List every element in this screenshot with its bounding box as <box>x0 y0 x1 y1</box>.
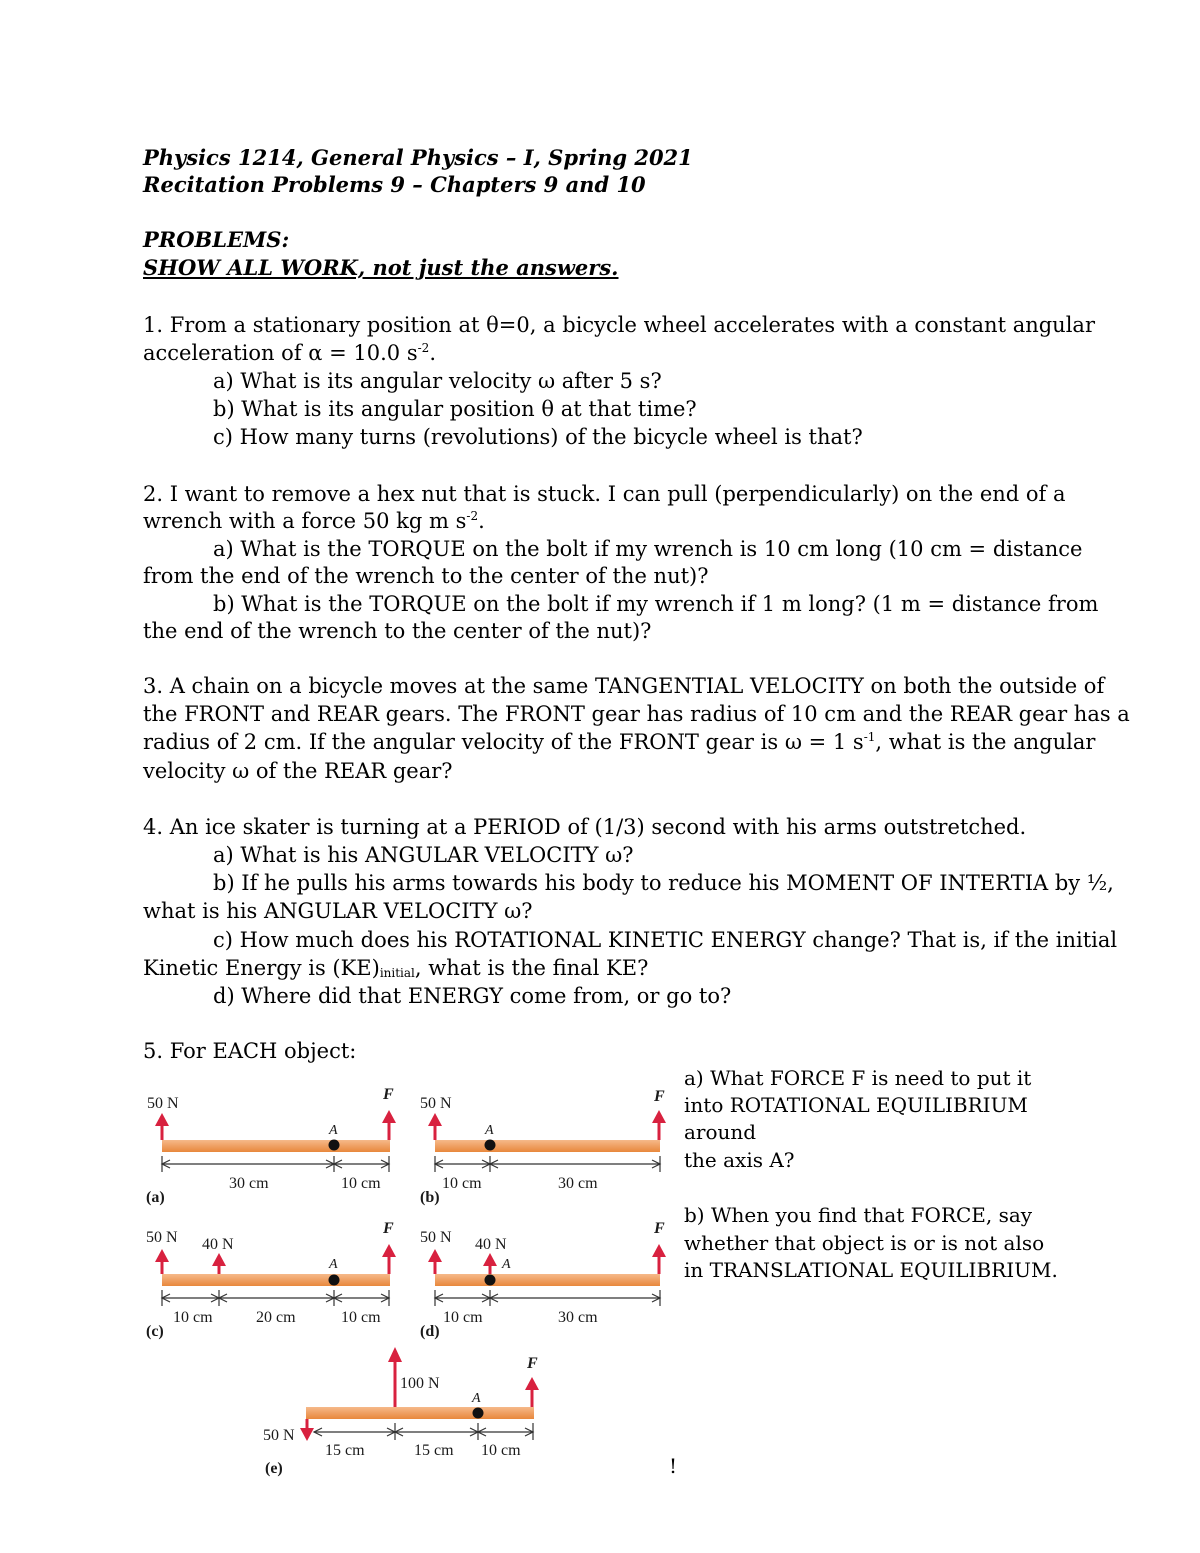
force-arrow-a-right <box>382 1110 396 1140</box>
problem-4b-cont: what is his ANGULAR VELOCITY ω? <box>143 899 533 923</box>
force-arrow-d-right <box>652 1244 666 1274</box>
dim-label-c-3: 10 cm <box>341 1309 381 1326</box>
problem-2b: b) What is the TORQUE on the bolt if my wrench if 1 m long? (1 m = distance from <box>213 592 1099 616</box>
dimension-lines-d <box>435 1290 660 1306</box>
axis-point-d <box>485 1275 496 1286</box>
problem-1c: c) How many turns (revolutions) of the bicycle wheel is that? <box>213 425 863 449</box>
panel-b <box>420 1088 677 1206</box>
axis-label-e: A <box>472 1391 481 1406</box>
problem-3-line-4: velocity ω of the REAR gear? <box>143 759 453 783</box>
dimension-lines-a <box>162 1156 389 1172</box>
panel-e <box>263 1347 550 1477</box>
force-label-d-50n: 50 N <box>420 1229 452 1246</box>
axis-point-c <box>329 1275 340 1286</box>
dim-label-c-2: 20 cm <box>256 1309 296 1326</box>
problem-5a-line-2: into ROTATIONAL EQUILIBRIUM <box>684 1093 1028 1117</box>
problem-4-intro: 4. An ice skater is turning at a PERIOD of (1/3) second with his arms outstretched. <box>143 815 1027 839</box>
beam-e <box>306 1407 534 1419</box>
panel-label-b: (b) <box>420 1189 440 1206</box>
force-symbol-e: F⃗ <box>527 1355 551 1372</box>
axis-label-d: A <box>502 1257 511 1272</box>
force-arrow-d-middle <box>483 1253 497 1274</box>
beam-b <box>435 1140 660 1152</box>
force-arrow-b-left <box>428 1113 442 1140</box>
force-symbol-a: F⃗ <box>383 1086 407 1103</box>
axis-label-c: A <box>329 1257 338 1272</box>
force-arrow-a-left <box>155 1113 169 1140</box>
problem-5b-line-1: b) When you find that FORCE, say <box>684 1203 1033 1227</box>
panel-a <box>146 1086 406 1206</box>
force-label-e-50n: 50 N <box>263 1427 295 1444</box>
force-label-b-50n: 50 N <box>420 1095 452 1112</box>
document-subtitle: Recitation Problems 9 – Chapters 9 and 10 <box>143 172 646 197</box>
panel-label-a: (a) <box>146 1189 165 1206</box>
axis-point-e <box>473 1408 484 1419</box>
axis-label-a: A <box>329 1123 338 1138</box>
force-label-d-40n: 40 N <box>475 1236 507 1253</box>
problem-2-intro: 2. I want to remove a hex nut that is stuck. I can pull (perpendicularly) on the end of a <box>143 482 1066 506</box>
problem-1-intro: 1. From a stationary position at θ=0, a bicycle wheel accelerates with a constant angular <box>143 313 1095 337</box>
problem-4a: a) What is his ANGULAR VELOCITY ω? <box>213 843 634 867</box>
force-symbol-b: F⃗ <box>654 1088 678 1105</box>
document-title: Physics 1214, General Physics – I, Spring 2021 <box>143 145 693 170</box>
dimension-lines-e <box>314 1423 533 1440</box>
axis-point-b <box>485 1140 496 1151</box>
problem-1b: b) What is its angular position θ at that time? <box>213 397 697 421</box>
problem-5a-line-3: around <box>684 1120 757 1144</box>
problem-3-line-1: 3. A chain on a bicycle moves at the same TANGENTIAL VELOCITY on both the outside of <box>143 674 1105 698</box>
dimension-lines-b <box>435 1156 660 1172</box>
problem-5b-line-2: whether that object is or is not also <box>684 1231 1045 1255</box>
force-arrow-e-down-50n <box>300 1419 314 1441</box>
problem-1a: a) What is its angular velocity ω after 5 s? <box>213 369 662 393</box>
panel-d <box>420 1220 677 1340</box>
force-symbol-d: F⃗ <box>654 1220 678 1237</box>
panel-label-c: (c) <box>146 1323 164 1340</box>
force-label-c-50n: 50 N <box>146 1229 178 1246</box>
problem-5b-line-3: in TRANSLATIONAL EQUILIBRIUM. <box>684 1258 1058 1282</box>
beam-a <box>162 1140 390 1152</box>
problem-2a-cont: from the end of the wrench to the center of the nut)? <box>143 564 709 588</box>
force-arrow-d-left <box>428 1249 442 1274</box>
problem-2b-cont: the end of the wrench to the center of the nut)? <box>143 619 652 643</box>
dim-label-d-2: 30 cm <box>558 1309 598 1326</box>
force-label-c-40n: 40 N <box>202 1236 234 1253</box>
panel-label-e: (e) <box>265 1460 283 1477</box>
problem-5a-line-4: the axis A? <box>684 1148 795 1172</box>
dimension-lines-c <box>162 1290 389 1306</box>
dim-label-a-1: 30 cm <box>229 1175 269 1192</box>
dim-label-b-1: 10 cm <box>442 1175 482 1192</box>
problem-4c: c) How much does his ROTATIONAL KINETIC ENERGY change? That is, if the initial <box>213 928 1118 952</box>
dim-label-e-1: 15 cm <box>325 1442 365 1459</box>
force-label-e-100n: 100 N <box>400 1375 440 1392</box>
problem-1-intro-cont: acceleration of α = 10.0 $s^{-2}$. <box>143 341 436 365</box>
axis-label-b: A <box>485 1123 494 1138</box>
force-symbol-c: F⃗ <box>383 1220 407 1237</box>
force-arrow-c-middle <box>212 1253 226 1274</box>
axis-point-a <box>329 1140 340 1151</box>
force-arrow-c-left <box>155 1249 169 1274</box>
force-arrow-b-right <box>652 1110 666 1140</box>
dim-label-c-1: 10 cm <box>173 1309 213 1326</box>
problem-2a: a) What is the TORQUE on the bolt if my wrench is 10 cm long (10 cm = distance <box>213 537 1083 561</box>
problem-5a-line-1: a) What FORCE F is need to put it <box>684 1066 1032 1090</box>
problem-2-intro-cont: wrench with a force 50 kg m $s^{-2}$. <box>143 509 485 533</box>
problem-4d: d) Where did that ENERGY come from, or go to? <box>213 984 732 1008</box>
problem-3-line-3: radius of 2 cm. If the angular velocity of the FRONT gear is ω = 1 $s^{-1}$, what is the angular <box>143 730 1096 754</box>
dim-label-e-3: 10 cm <box>481 1442 521 1459</box>
problem-3-line-2: the FRONT and REAR gears. The FRONT gear has radius of 10 cm and the REAR gear has a <box>143 702 1130 726</box>
dim-label-d-1: 10 cm <box>443 1309 483 1326</box>
dim-label-b-2: 30 cm <box>558 1175 598 1192</box>
instructions-note: SHOW ALL WORK, not just the answers. <box>143 255 619 280</box>
dim-label-a-2: 10 cm <box>341 1175 381 1192</box>
problem-4b: b) If he pulls his arms towards his body to reduce his MOMENT OF INTERTIA by ½, <box>213 871 1114 895</box>
dim-label-e-2: 15 cm <box>414 1442 454 1459</box>
stray-mark: ! <box>669 1454 678 1478</box>
panel-c <box>146 1220 406 1340</box>
force-arrow-c-right <box>382 1244 396 1274</box>
force-label-a-50n: 50 N <box>147 1095 179 1112</box>
force-arrow-e-right <box>525 1377 539 1407</box>
beam-c <box>162 1274 390 1286</box>
beam-d <box>435 1274 660 1286</box>
problem-5-intro: 5. For EACH object: <box>143 1039 357 1063</box>
problems-heading: PROBLEMS: <box>143 227 290 252</box>
panel-label-d: (d) <box>420 1323 440 1340</box>
problem-4c-cont: Kinetic Energy is $(KE)_{initial}$, what is the final KE? <box>143 956 649 980</box>
